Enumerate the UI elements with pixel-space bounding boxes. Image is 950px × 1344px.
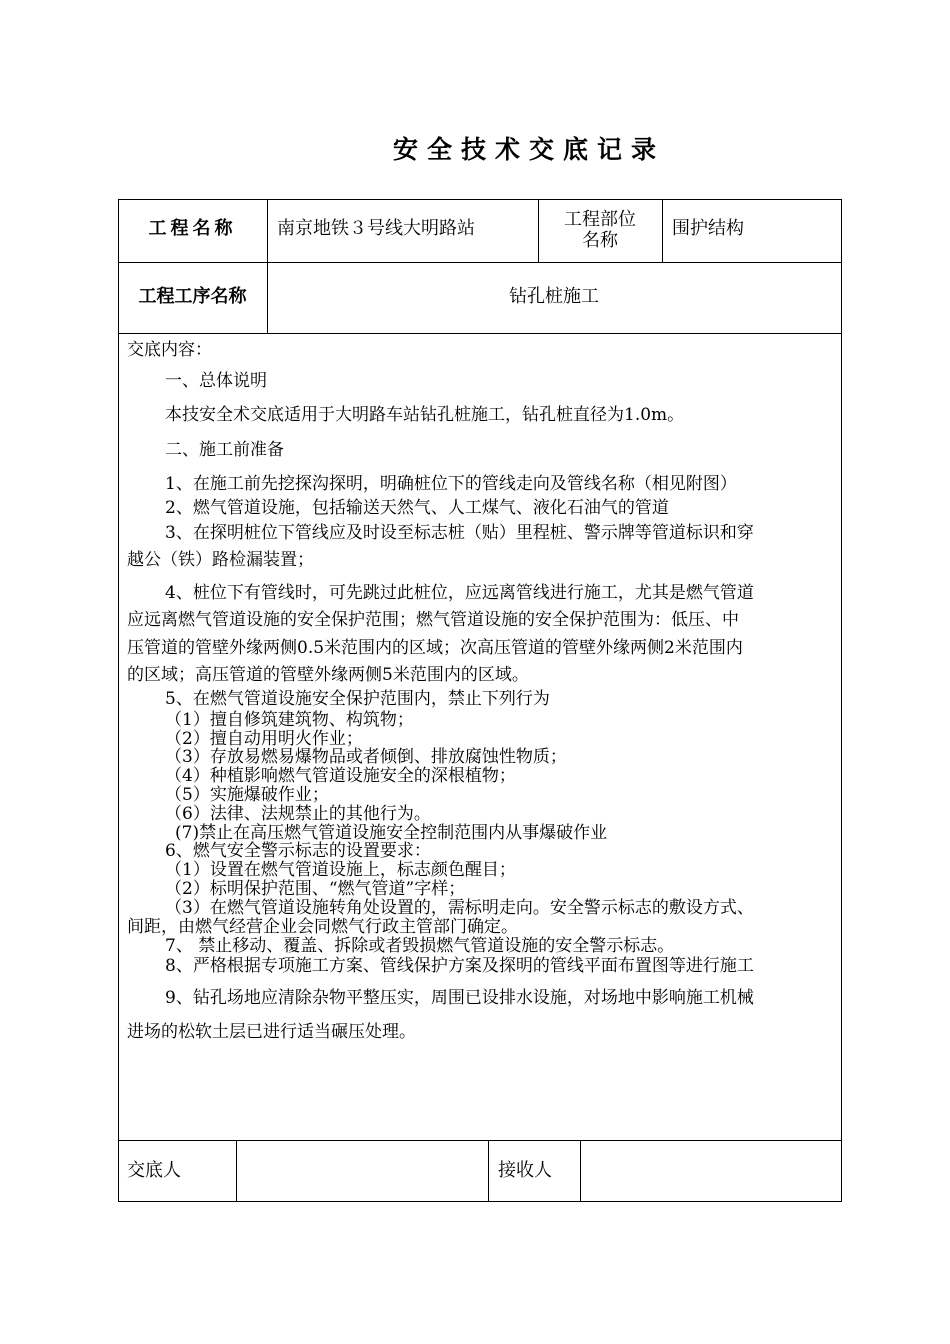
content-line: （2）标明保护范围、“燃气管道”字样； [165,879,466,899]
table-row-divider [118,262,842,263]
content-line: 7、 禁止移动、覆盖、拆除或者毁损燃气管道设施的安全警示标志。 [165,936,675,956]
location-label-line2: 名称 [582,230,618,251]
section-heading: 一、总体说明 [165,371,267,391]
location-label-line1: 工程部位 [564,209,636,230]
receiver-label: 接收人 [498,1160,552,1181]
table-col-divider [267,199,268,333]
table-col-divider [662,199,663,262]
table-row-divider [118,333,842,334]
process-value: 钻孔桩施工 [509,286,599,307]
content-line: （2）擅自动用明火作业； [165,729,363,749]
table-border-left [118,199,119,1201]
content-line: （3）存放易燃易爆物品或者倾倒、排放腐蚀性物质； [165,747,567,767]
receiver-signature-field[interactable] [590,1160,830,1182]
content-line: 4、桩位下有管线时，可先跳过此桩位，应远离管线进行施工，尤其是燃气管道 [165,583,754,603]
content-line: 进场的松软土层已进行适当碾压处理。 [127,1022,416,1042]
content-line: 的区域；高压管道的管壁外缘两侧5米范围内的区域。 [127,665,529,685]
content-line: 6、燃气安全警示标志的设置要求： [165,841,431,861]
content-line: （4）种植影响燃气管道设施安全的深根植物； [165,766,516,786]
table-row-divider [118,1140,842,1141]
content-line: (7)禁止在高压燃气管道设施安全控制范围内从事爆破作业 [175,823,608,843]
content-line: 本技安全术交底适用于大明路车站钻孔桩施工，钻孔桩直径为1.0m。 [165,405,685,425]
content-line: （3）在燃气管道设施转角处设置的，需标明走向。安全警示标志的敷设方式、 [165,898,754,918]
content-line: 应远离燃气管道设施的安全保护范围；燃气管道设施的安全保护范围为：低压、中 [127,610,739,630]
discloser-signature-field[interactable] [246,1160,478,1182]
content-line: （5）实施爆破作业； [165,785,329,805]
content-line: 越公（铁）路检漏装置； [127,550,314,570]
content-line: 间距，由燃气经营企业会同燃气行政主管部门确定。 [127,917,518,937]
content-line: 1、在施工前先挖探沟探明，明确桩位下的管线走向及管线名称（相见附图） [165,474,737,494]
section-heading: 二、施工前准备 [165,440,284,460]
content-line: 压管道的管壁外缘两侧0.5米范围内的区域；次高压管道的管壁外缘两侧2米范围内 [127,638,743,658]
process-label: 工程工序名称 [138,286,247,307]
discloser-label: 交底人 [127,1160,181,1181]
project-name-label: 工程名称 [148,218,237,239]
document-title: 安全技术交底记录 [392,135,665,164]
table-border-right [841,199,842,1201]
table-border-top [118,199,842,200]
table-col-divider [580,1140,581,1201]
table-col-divider [236,1140,237,1201]
content-line: （1）设置在燃气管道设施上，标志颜色醒目； [165,860,516,880]
location-value: 围护结构 [672,218,744,239]
content-line: 3、在探明桩位下管线应及时设至标志桩（贴）里程桩、警示牌等管道标识和穿 [165,523,754,543]
content-line: 8、严格根据专项施工方案、管线保护方案及探明的管线平面布置图等进行施工 [165,956,754,976]
content-line: 5、在燃气管道设施安全保护范围内，禁止下列行为 [165,689,550,709]
table-border-bottom [118,1201,842,1202]
content-line: 9、钻孔场地应清除杂物平整压实，周围已设排水设施，对场地中影响施工机械 [165,988,754,1008]
content-heading: 交底内容： [127,340,212,360]
project-name-value: 南京地铁３号线大明路站 [277,218,475,239]
content-line: （6）法律、法规禁止的其他行为。 [165,804,431,824]
content-line: （1）擅自修筑建筑物、构筑物； [165,710,414,730]
table-col-divider [488,1140,489,1201]
content-line: 2、燃气管道设施，包括输送天然气、人工煤气、液化石油气的管道 [165,498,669,518]
location-label [538,209,662,251]
